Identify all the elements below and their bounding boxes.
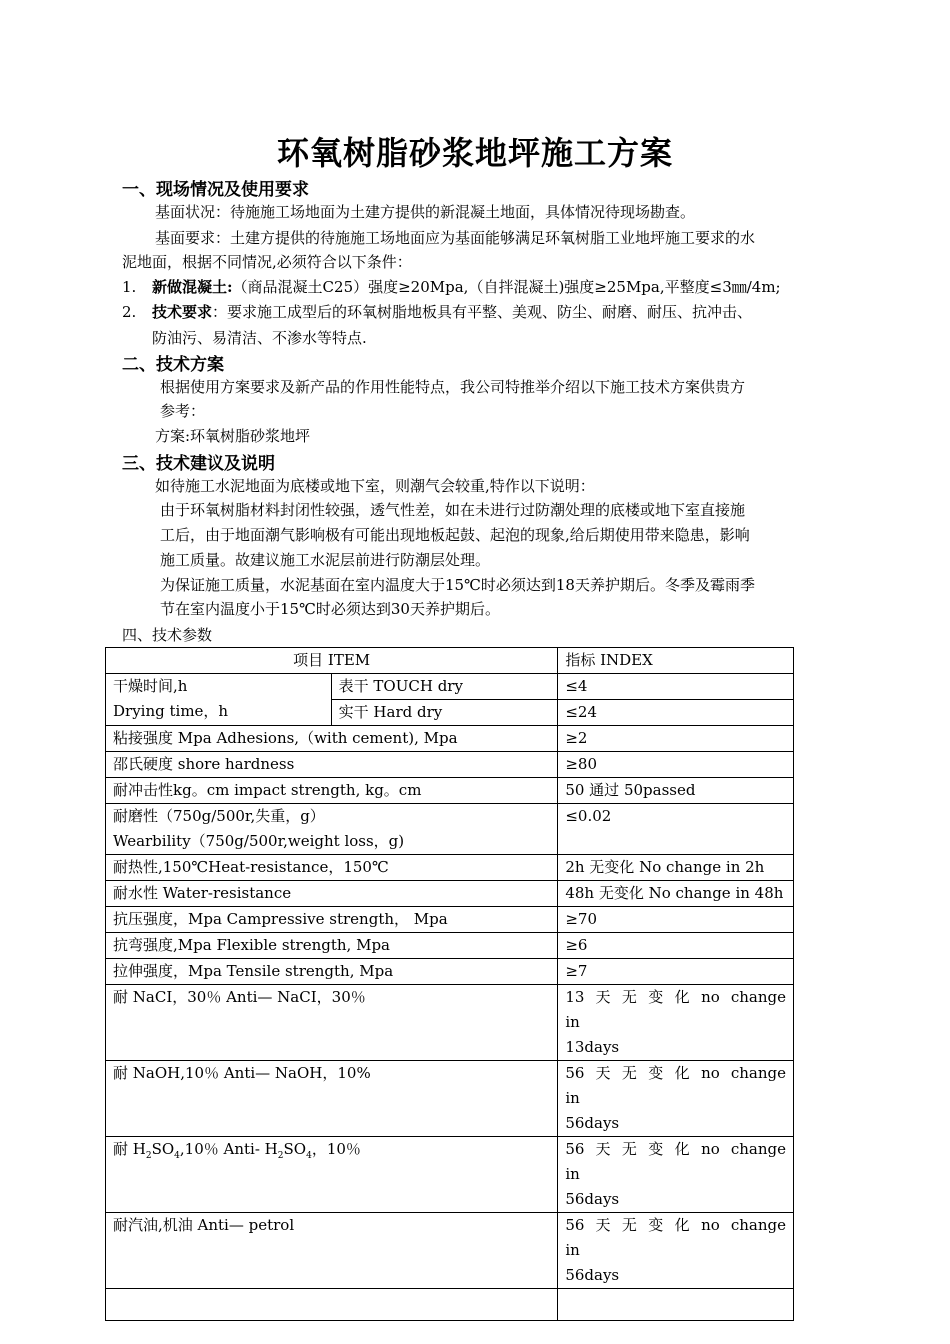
table-index-cell [558,1213,794,1289]
index-line2: 56days [565,1266,620,1284]
list-body [152,274,832,300]
table-index-cell: 50 通过 50passed [558,778,794,804]
table-row [106,985,794,1061]
section1-paragraph-1: 基面状况：待施施工场地面为土建方提供的新混凝土地面，具体情况待现场勘查。 [155,203,696,221]
header-index-cell: 指标 INDEX [558,648,794,674]
section2-paragraph-1-line2: 参考： [160,402,206,420]
text-part: ，10％ [311,1140,361,1158]
table-index-cell: ≥80 [558,752,794,778]
index-line1: 56 天 无 变 化 no change in [565,1064,786,1107]
index-line1: 56 天 无 变 化 no change in [565,1216,786,1259]
section1-paragraph-2-line1: 基面要求：土建方提供的待施施工场地面应为基面能够满足环氧树脂工业地坪施工要求的水 [155,229,756,247]
table-index-cell: ≥6 [558,933,794,959]
table-row [106,674,794,700]
table-index-cell: ≥2 [558,726,794,752]
drying-time-en: Drying time，h [113,702,229,720]
document-title: 环氧树脂砂浆地坪施工方案 [276,134,673,172]
table-item-cell: 耐 NaCI，30％ Anti— NaCI，30％ [106,985,558,1061]
header-item-cell: 项目 ITEM [106,648,558,674]
empty-cell [106,1289,558,1321]
drying-time-cell [106,674,332,726]
parameters-table [105,647,794,1321]
list-item-1 [122,274,842,300]
section2-paragraph-2: 方案:环氧树脂砂浆地坪 [155,427,311,445]
table-index-cell: ≤0.02 [558,804,794,855]
table-item-cell: 粘接强度 Mpa Adhesions,（with cement), Mpa [106,726,558,752]
table-item-cell: 拉伸强度，Mpa Tensile strength, Mpa [106,959,558,985]
list-number: 1. [122,278,137,296]
section3-paragraph-1: 如待施工水泥地面为底楼或地下室，则潮气会较重,特作以下说明： [155,477,595,495]
subscript: 4 [174,1151,180,1161]
hard-dry-label: 实干 Hard dry [331,700,558,726]
table-row [106,1137,794,1213]
table-index-cell: ≥70 [558,907,794,933]
table-row [106,804,794,855]
empty-cell [558,1289,794,1321]
table-item-cell: 耐冲击性kg。cm impact strength, kg。cm [106,778,558,804]
text-part: SO [283,1140,307,1158]
table-item-cell: 耐热性,150℃Heat-resistance，150℃ [106,855,558,881]
section3-paragraph-3-line2: 节在室内温度小于15℃时必须达到30天养护期后。 [160,600,500,618]
table-item-cell: 抗压强度，Mpa Campressive strength， Mpa [106,907,558,933]
list-keyword: 新做混凝土: [152,278,233,296]
table-row [106,778,794,804]
section3-paragraph-2-line3: 施工质量。故建议施工水泥层前进行防潮层处理。 [160,551,491,569]
table-item-cell: 抗弯强度,Mpa Flexible strength, Mpa [106,933,558,959]
table-row [106,752,794,778]
hard-dry-value: ≤24 [558,700,794,726]
subscript: 2 [277,1151,284,1161]
table-row [106,907,794,933]
item-line1: 耐磨性（750g/500r,失重，g） [113,807,325,825]
text-part: SO [151,1140,175,1158]
text-part: ,10％ Anti- H [179,1140,278,1158]
section3-paragraph-2-line1: 由于环氧树脂材料封闭性较强，透气性差，如在未进行过防潮处理的底楼或地下室直接施 [160,501,746,519]
list-keyword: 技术要求 [152,303,213,321]
text-part: 耐 H [113,1140,146,1158]
table-row [106,855,794,881]
table-index-cell: 2h 无变化 No change in 2h [558,855,794,881]
section-heading-2: 二、技术方案 [122,355,224,375]
item-line2: Wearbility（750g/500r,weight loss，g) [113,832,405,850]
section-heading-1: 一、现场情况及使用要求 [122,180,309,200]
index-line2: 56days [565,1114,620,1132]
index-line2: 56days [565,1190,620,1208]
table-index-cell [558,1137,794,1213]
list-number: 2. [122,303,137,321]
table-item-cell: 耐汽油,机油 Anti— petrol [106,1213,558,1289]
touch-dry-label: 表干 TOUCH dry [331,674,558,700]
table-index-cell: 48h 无变化 No change in 48h [558,881,794,907]
list-text: ：要求施工成型后的环氧树脂地板具有平整、美观、防尘、耐磨、耐压、抗冲击、 [212,303,753,321]
table-row [106,881,794,907]
table-item-cell [106,804,558,855]
index-line1: 56 天 无 变 化 no change in [565,1140,786,1183]
table-index-cell [558,985,794,1061]
table-row [106,1061,794,1137]
section2-paragraph-1-line1: 根据使用方案要求及新产品的作用性能特点，我公司特推举介绍以下施工技术方案供贵方 [160,378,746,396]
section3-paragraph-3-line1: 为保证施工质量，水泥基面在室内温度大于15℃时必须达到18天养护期后。冬季及霉雨季 [160,576,755,594]
table-row [106,959,794,985]
section-heading-4: 四、技术参数 [122,626,213,644]
section1-paragraph-2-line2: 泥地面，根据不同情况,必须符合以下条件： [122,253,412,271]
list-text-line2: 防油污、易清洁、不渗水等特点. [152,329,367,347]
index-line2: 13days [565,1038,620,1056]
touch-dry-value: ≤4 [558,674,794,700]
table-row [106,1213,794,1289]
table-index-cell: ≥7 [558,959,794,985]
subscript: 4 [306,1151,312,1161]
index-line1: 13 天 无 变 化 no change in [565,988,786,1031]
list-body [152,299,832,351]
section-heading-3: 三、技术建议及说明 [122,454,275,474]
table-item-cell-h2so4 [106,1137,558,1213]
table-row [106,933,794,959]
table-index-cell [558,1061,794,1137]
table-item-cell: 耐 NaOH,10％ Anti— NaOH，10% [106,1061,558,1137]
table-item-cell: 耐水性 Water-resistance [106,881,558,907]
drying-time-cn: 干燥时间,h [113,677,188,695]
table-item-cell: 邵氏硬度 shore hardness [106,752,558,778]
subscript: 2 [145,1151,152,1161]
list-item-2 [122,299,842,351]
section3-paragraph-2-line2: 工后，由于地面潮气影响极有可能出现地板起鼓、起泡的现象,给后期使用带来隐患，影响 [160,526,750,544]
table-header-row [106,648,794,674]
table-row [106,726,794,752]
table-empty-row [106,1289,794,1321]
list-text: （商品混凝土C25）强度≥20Mpa,（自拌混凝土)强度≥25Mpa,平整度≤3㎜/4m; [232,278,781,296]
